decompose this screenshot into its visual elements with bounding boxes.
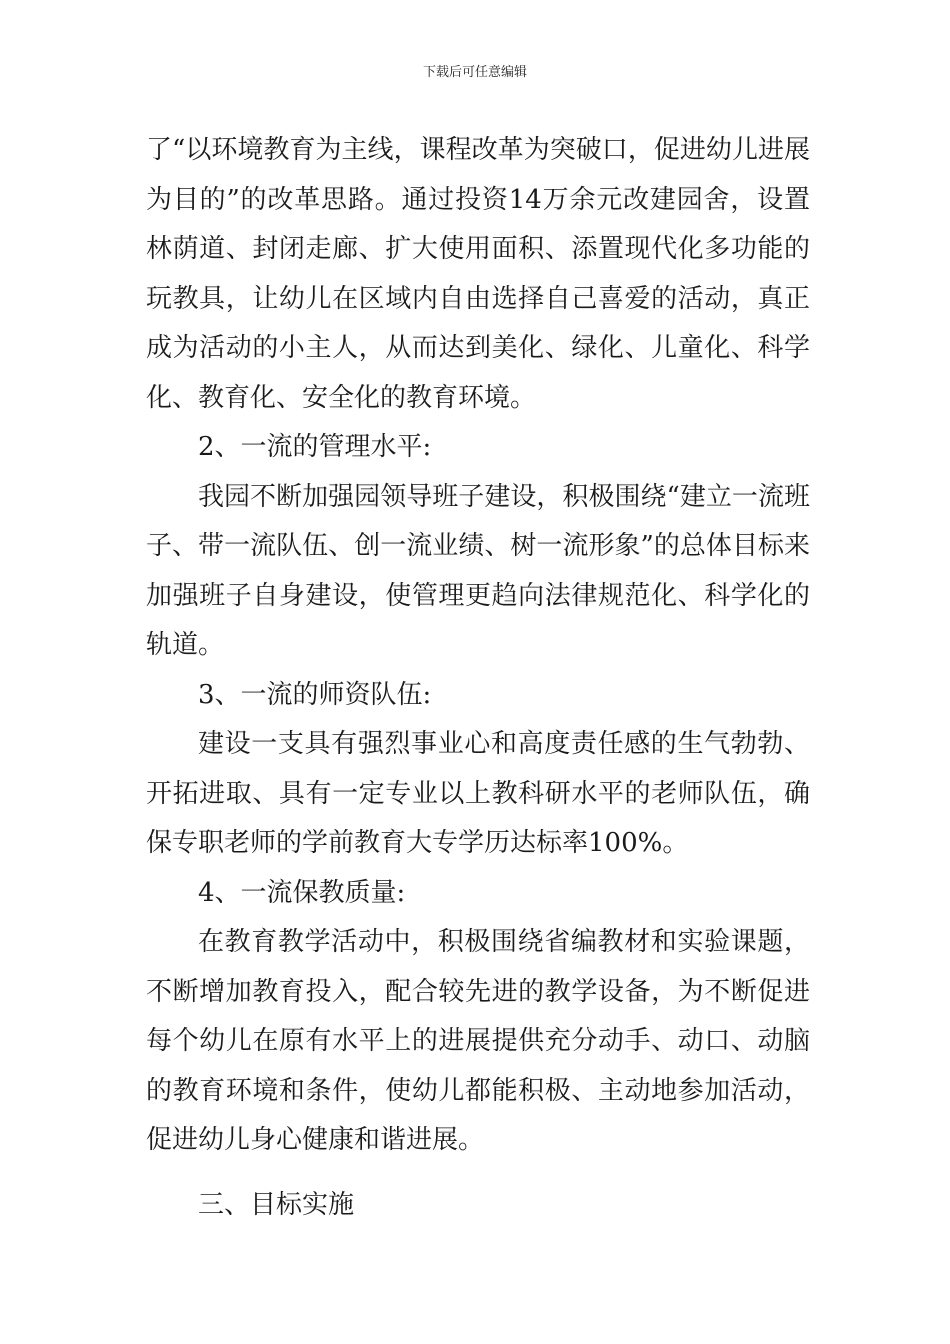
heading-teachers: 3、一流的师资队伍: [198,679,432,710]
heading-management: 2、一流的管理水平: [198,432,432,462]
paragraph-teachers: 建设一支具有强烈事业心和高度责任感的生气勃勃、开拓进取、具有一定专业以上教科研水平的老师队伍，确保专职老师的学前教育大专学历达标率100%。 [146,729,810,858]
page-header: 下载后可任意编辑 [422,65,527,80]
paragraph-management: 我园不断加强园领导班子建设，积极围绕“建立一流班子、带一流队伍、创一流业绩、树一流形象”的总体目标来加强班子自身建设，使管理更趋向法律规范化、科学化的轨道。 [146,481,810,660]
heading-quality: 4、一流保教质量: [198,877,406,908]
paragraph-quality: 在教育教学活动中，积极围绕省编教材和实验课题，不断增加教育投入，配合较先进的教学设备，为不断促进每个幼儿在原有水平上的进展提供充分动手、动口、动脑的教育环境和条件，使幼儿都能积极、主动地参加活动，促进幼儿身心健康和谐进展。 [146,927,810,1155]
document-body [146,126,810,1230]
paragraph-continued: 了“以环境教育为主线，课程改革为突破口，促进幼儿进展为目的”的改革思路。通过投资14万余元改建园舍，设置林荫道、封闭走廊、扩大使用面积、添置现代化多功能的玩教具，让幼儿在区域内自由选择自己喜爱的活动，真正成为活动的小主人，从而达到美化、绿化、儿童化、科学化、教育化、安全化的教育环境。 [146,135,810,413]
section-heading-implementation: 三、目标实施 [198,1189,355,1220]
